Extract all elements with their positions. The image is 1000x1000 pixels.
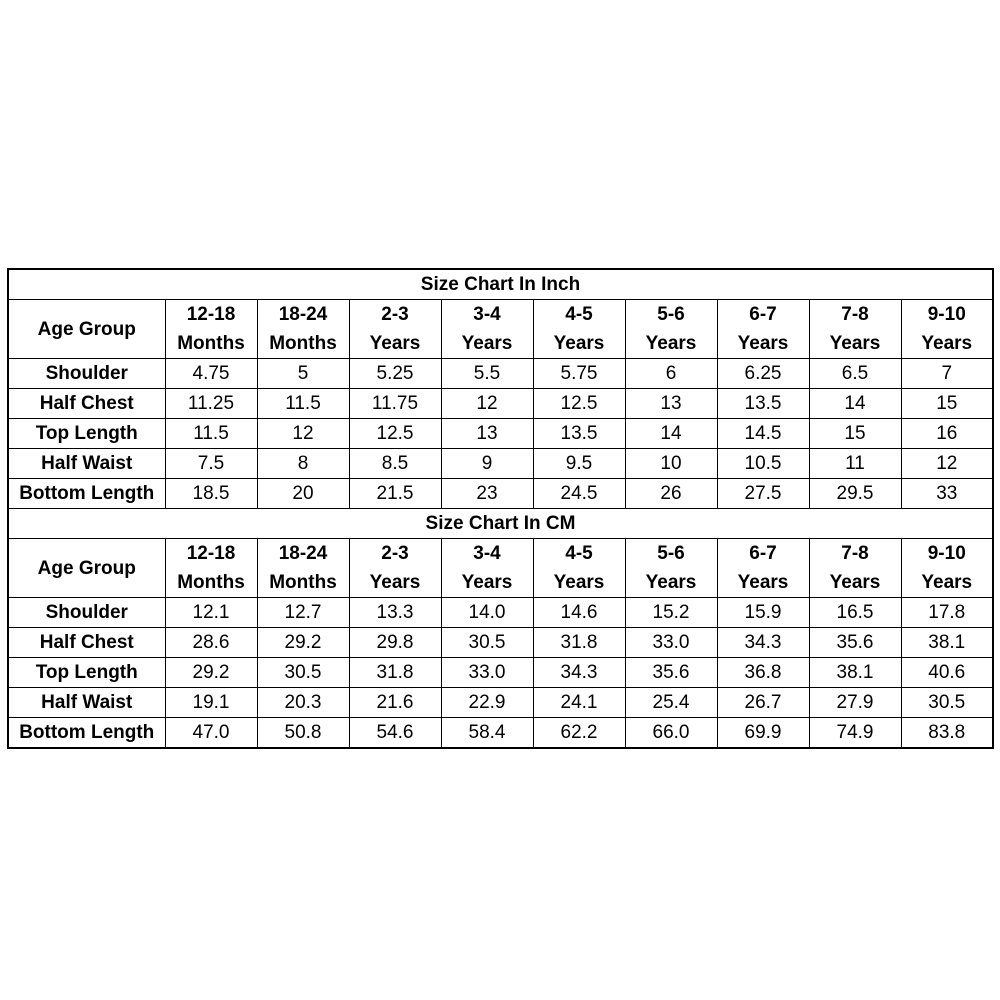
age-unit: Years: [829, 333, 881, 354]
age-column-header: [257, 539, 349, 598]
age-column-header: [441, 300, 533, 359]
measurement-value: 24.1: [533, 688, 625, 718]
measurement-value: 47.0: [165, 718, 257, 749]
measurement-value: 19.1: [165, 688, 257, 718]
age-column-header: [901, 539, 993, 598]
age-column-header: [165, 300, 257, 359]
measurement-value: 33.0: [625, 628, 717, 658]
measurement-value: 7.5: [165, 449, 257, 479]
measurement-value: 12: [901, 449, 993, 479]
measurement-value: 10: [625, 449, 717, 479]
measurement-value: 13: [441, 419, 533, 449]
age-unit: Years: [461, 572, 513, 593]
measurement-value: 13.5: [533, 419, 625, 449]
measurement-row-shoulder: [8, 598, 993, 628]
age-column-header: [625, 300, 717, 359]
section-title-row: [8, 509, 993, 539]
measurement-value: 9: [441, 449, 533, 479]
measurement-value: 26: [625, 479, 717, 509]
age-column-header: [349, 539, 441, 598]
measurement-value: 14.0: [441, 598, 533, 628]
size-chart-table: [7, 268, 994, 749]
measurement-value: 50.8: [257, 718, 349, 749]
measurement-value: 28.6: [165, 628, 257, 658]
measurement-value: 66.0: [625, 718, 717, 749]
age-group-label: Age Group: [8, 300, 165, 359]
measurement-label: Half Waist: [8, 688, 165, 718]
measurement-value: 4.75: [165, 359, 257, 389]
measurement-value: 12.5: [349, 419, 441, 449]
measurement-value: 12.5: [533, 389, 625, 419]
age-column-header: [625, 539, 717, 598]
measurement-row-bottom-length: [8, 479, 993, 509]
measurement-value: 5.25: [349, 359, 441, 389]
measurement-value: 16.5: [809, 598, 901, 628]
measurement-row-top-length: [8, 658, 993, 688]
measurement-value: 13: [625, 389, 717, 419]
age-column-header: [349, 300, 441, 359]
measurement-value: 69.9: [717, 718, 809, 749]
measurement-value: 11.5: [165, 419, 257, 449]
measurement-value: 25.4: [625, 688, 717, 718]
measurement-value: 12: [441, 389, 533, 419]
age-unit: Years: [461, 333, 513, 354]
age-unit: Months: [269, 333, 337, 354]
measurement-label: Bottom Length: [8, 479, 165, 509]
measurement-value: 29.8: [349, 628, 441, 658]
age-unit: Years: [737, 333, 789, 354]
measurement-value: 14: [625, 419, 717, 449]
age-range: 18-24: [278, 543, 328, 564]
age-column-header: [717, 539, 809, 598]
measurement-value: 13.5: [717, 389, 809, 419]
measurement-value: 31.8: [349, 658, 441, 688]
measurement-value: 6.25: [717, 359, 809, 389]
age-range: 12-18: [186, 304, 236, 325]
age-range: 6-7: [749, 304, 777, 325]
measurement-label: Top Length: [8, 419, 165, 449]
age-range: 5-6: [657, 304, 685, 325]
measurement-value: 27.9: [809, 688, 901, 718]
measurement-value: 23: [441, 479, 533, 509]
measurement-value: 33: [901, 479, 993, 509]
age-unit: Months: [269, 572, 337, 593]
measurement-value: 12: [257, 419, 349, 449]
measurement-value: 15.2: [625, 598, 717, 628]
age-range: 3-4: [473, 304, 501, 325]
measurement-value: 21.5: [349, 479, 441, 509]
measurement-value: 12.1: [165, 598, 257, 628]
measurement-value: 14.6: [533, 598, 625, 628]
measurement-value: 62.2: [533, 718, 625, 749]
age-unit: Years: [369, 333, 421, 354]
measurement-value: 33.0: [441, 658, 533, 688]
section-title: Size Chart In CM: [8, 509, 993, 539]
age-column-header: [809, 539, 901, 598]
age-group-header-row: [8, 300, 993, 359]
measurement-value: 24.5: [533, 479, 625, 509]
measurement-value: 11.5: [257, 389, 349, 419]
measurement-value: 14: [809, 389, 901, 419]
measurement-value: 12.7: [257, 598, 349, 628]
measurement-value: 54.6: [349, 718, 441, 749]
measurement-value: 83.8: [901, 718, 993, 749]
age-unit: Years: [369, 572, 421, 593]
measurement-value: 38.1: [809, 658, 901, 688]
measurement-value: 15.9: [717, 598, 809, 628]
measurement-value: 34.3: [533, 658, 625, 688]
size-chart-body: [8, 269, 993, 748]
age-unit: Years: [737, 572, 789, 593]
measurement-value: 58.4: [441, 718, 533, 749]
section-title-row: [8, 269, 993, 300]
measurement-value: 11: [809, 449, 901, 479]
measurement-value: 30.5: [441, 628, 533, 658]
measurement-value: 9.5: [533, 449, 625, 479]
measurement-value: 34.3: [717, 628, 809, 658]
age-column-header: [717, 300, 809, 359]
age-column-header: [441, 539, 533, 598]
measurement-value: 11.25: [165, 389, 257, 419]
age-unit: Months: [177, 572, 245, 593]
measurement-value: 6.5: [809, 359, 901, 389]
measurement-label: Half Chest: [8, 628, 165, 658]
measurement-row-half-waist: [8, 688, 993, 718]
measurement-value: 35.6: [809, 628, 901, 658]
measurement-value: 38.1: [901, 628, 993, 658]
age-range: 4-5: [565, 543, 593, 564]
measurement-value: 20.3: [257, 688, 349, 718]
measurement-value: 5.5: [441, 359, 533, 389]
age-range: 9-10: [927, 543, 966, 564]
age-unit: Years: [921, 572, 973, 593]
measurement-value: 8.5: [349, 449, 441, 479]
age-range: 7-8: [841, 543, 869, 564]
measurement-row-top-length: [8, 419, 993, 449]
measurement-value: 21.6: [349, 688, 441, 718]
measurement-value: 18.5: [165, 479, 257, 509]
measurement-value: 15: [809, 419, 901, 449]
age-range: 4-5: [565, 304, 593, 325]
measurement-value: 29.5: [809, 479, 901, 509]
age-column-header: [165, 539, 257, 598]
measurement-value: 29.2: [257, 628, 349, 658]
age-group-header-row: [8, 539, 993, 598]
measurement-value: 26.7: [717, 688, 809, 718]
measurement-value: 8: [257, 449, 349, 479]
age-column-header: [257, 300, 349, 359]
measurement-row-half-chest: [8, 389, 993, 419]
measurement-row-half-waist: [8, 449, 993, 479]
measurement-value: 17.8: [901, 598, 993, 628]
age-unit: Months: [177, 333, 245, 354]
measurement-value: 74.9: [809, 718, 901, 749]
measurement-value: 10.5: [717, 449, 809, 479]
measurement-value: 20: [257, 479, 349, 509]
age-unit: Years: [829, 572, 881, 593]
measurement-row-shoulder: [8, 359, 993, 389]
age-group-label: Age Group: [8, 539, 165, 598]
age-range: 12-18: [186, 543, 236, 564]
age-range: 18-24: [278, 304, 328, 325]
age-unit: Years: [921, 333, 973, 354]
age-range: 9-10: [927, 304, 966, 325]
measurement-value: 16: [901, 419, 993, 449]
age-column-header: [533, 539, 625, 598]
age-unit: Years: [645, 572, 697, 593]
age-unit: Years: [553, 572, 605, 593]
age-range: 2-3: [381, 543, 409, 564]
measurement-label: Bottom Length: [8, 718, 165, 749]
measurement-value: 11.75: [349, 389, 441, 419]
measurement-value: 27.5: [717, 479, 809, 509]
measurement-value: 15: [901, 389, 993, 419]
age-range: 6-7: [749, 543, 777, 564]
measurement-value: 13.3: [349, 598, 441, 628]
age-range: 2-3: [381, 304, 409, 325]
measurement-value: 35.6: [625, 658, 717, 688]
age-unit: Years: [645, 333, 697, 354]
measurement-label: Shoulder: [8, 359, 165, 389]
measurement-label: Shoulder: [8, 598, 165, 628]
age-column-header: [809, 300, 901, 359]
measurement-value: 29.2: [165, 658, 257, 688]
measurement-label: Half Waist: [8, 449, 165, 479]
measurement-value: 5.75: [533, 359, 625, 389]
measurement-value: 31.8: [533, 628, 625, 658]
measurement-value: 40.6: [901, 658, 993, 688]
measurement-value: 7: [901, 359, 993, 389]
measurement-value: 14.5: [717, 419, 809, 449]
measurement-value: 36.8: [717, 658, 809, 688]
measurement-value: 6: [625, 359, 717, 389]
age-range: 7-8: [841, 304, 869, 325]
age-range: 5-6: [657, 543, 685, 564]
measurement-row-bottom-length: [8, 718, 993, 749]
age-column-header: [533, 300, 625, 359]
measurement-row-half-chest: [8, 628, 993, 658]
measurement-value: 30.5: [257, 658, 349, 688]
measurement-value: 22.9: [441, 688, 533, 718]
age-column-header: [901, 300, 993, 359]
section-title: Size Chart In Inch: [8, 269, 993, 300]
measurement-value: 30.5: [901, 688, 993, 718]
measurement-label: Half Chest: [8, 389, 165, 419]
age-unit: Years: [553, 333, 605, 354]
measurement-value: 5: [257, 359, 349, 389]
measurement-label: Top Length: [8, 658, 165, 688]
age-range: 3-4: [473, 543, 501, 564]
